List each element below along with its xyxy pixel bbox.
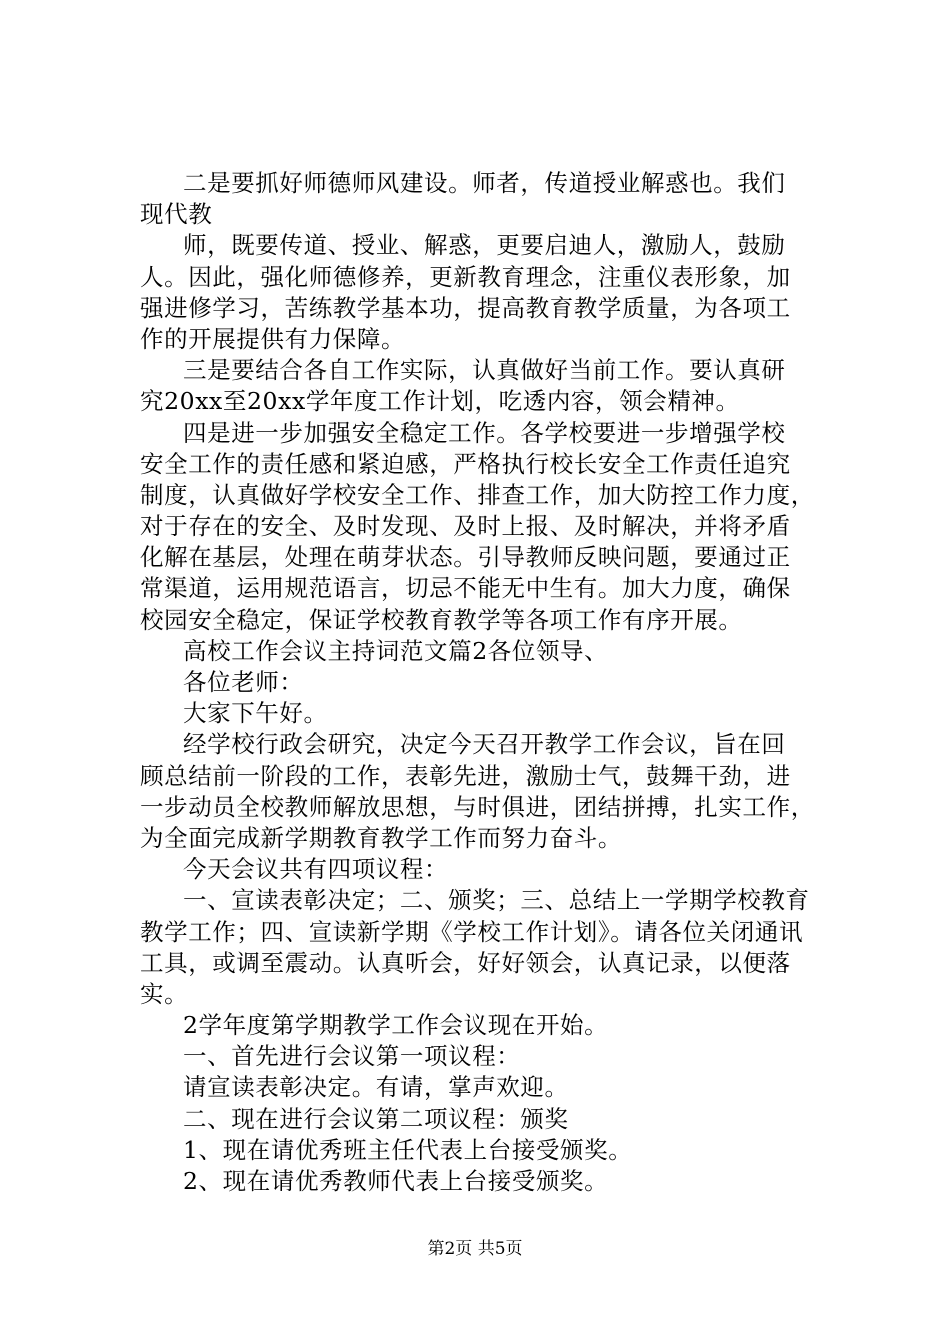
text-line: 四是进一步加强安全稳定工作。各学校要进一步增强学校	[183, 418, 786, 447]
text-line: 化解在基层，处理在萌芽状态。引导教师反映问题，要通过正	[140, 543, 791, 572]
text-line: 强进修学习，苦练教学基本功，提高教育教学质量，为各项工	[140, 293, 791, 322]
text-line: 一步动员全校教师解放思想，与时俱进，团结拼搏，扎实工作，	[140, 792, 815, 821]
text-line: 二、现在进行会议第二项议程：颁奖	[183, 1104, 569, 1133]
text-line: 一、首先进行会议第一项议程：	[183, 1042, 521, 1071]
text-line: 2学年度第学期教学工作会议现在开始。	[183, 1011, 609, 1040]
text-line: 究20xx至20xx学年度工作计划，吃透内容，领会精神。	[140, 387, 740, 416]
text-line: 一、宣读表彰决定；二、颁奖；三、总结上一学期学校教育	[183, 886, 810, 915]
text-line: 三是要结合各自工作实际，认真做好当前工作。要认真研	[183, 356, 786, 385]
text-line: 现代教	[140, 200, 213, 229]
document-body	[140, 168, 840, 1197]
text-line: 大家下午好。	[183, 699, 328, 728]
text-line: 常渠道，运用规范语言，切忌不能无中生有。加大力度，确保	[140, 574, 791, 603]
text-line: 请宣读表彰决定。有请，掌声欢迎。	[183, 1073, 569, 1102]
text-line: 安全工作的责任感和紧迫感，严格执行校长安全工作责任追究	[140, 449, 791, 478]
text-line: 作的开展提供有力保障。	[140, 324, 406, 353]
page-footer: 第2页 共5页	[427, 1239, 523, 1259]
text-line: 制度，认真做好学校安全工作、排查工作，加大防控工作力度，	[140, 480, 815, 509]
text-line: 顾总结前一阶段的工作，表彰先进，激励士气，鼓舞干劲，进	[140, 761, 791, 790]
text-line: 2、现在请优秀教师代表上台接受颁奖。	[183, 1167, 609, 1195]
text-line: 经学校行政会研究，决定今天召开教学工作会议，旨在回	[183, 730, 786, 759]
text-line: 为全面完成新学期教育教学工作而努力奋斗。	[140, 823, 622, 852]
text-line: 工具，或调至震动。认真听会，好好领会，认真记录，以便落	[140, 948, 791, 977]
text-line: 人。因此，强化师德修养，更新教育理念，注重仪表形象，加	[140, 262, 791, 291]
text-line: 实。	[140, 979, 189, 1008]
text-line: 1、现在请优秀班主任代表上台接受颁奖。	[183, 1135, 633, 1164]
text-line: 对于存在的安全、及时发现、及时上报、及时解决，并将矛盾	[140, 512, 791, 541]
text-line: 二是要抓好师德师风建设。师者，传道授业解惑也。我们	[183, 169, 786, 197]
text-line: 校园安全稳定，保证学校教育教学等各项工作有序开展。	[140, 605, 743, 634]
text-line: 教学工作；四、宣读新学期《学校工作计划》。请各位关闭通讯	[140, 917, 804, 946]
text-line: 高校工作会议主持词范文篇2各位领导、	[183, 636, 609, 665]
text-line: 今天会议共有四项议程：	[183, 855, 449, 884]
text-line: 各位老师：	[183, 668, 304, 696]
text-line: 师，既要传道、授业、解惑，更要启迪人，激励人，鼓励	[183, 231, 786, 260]
